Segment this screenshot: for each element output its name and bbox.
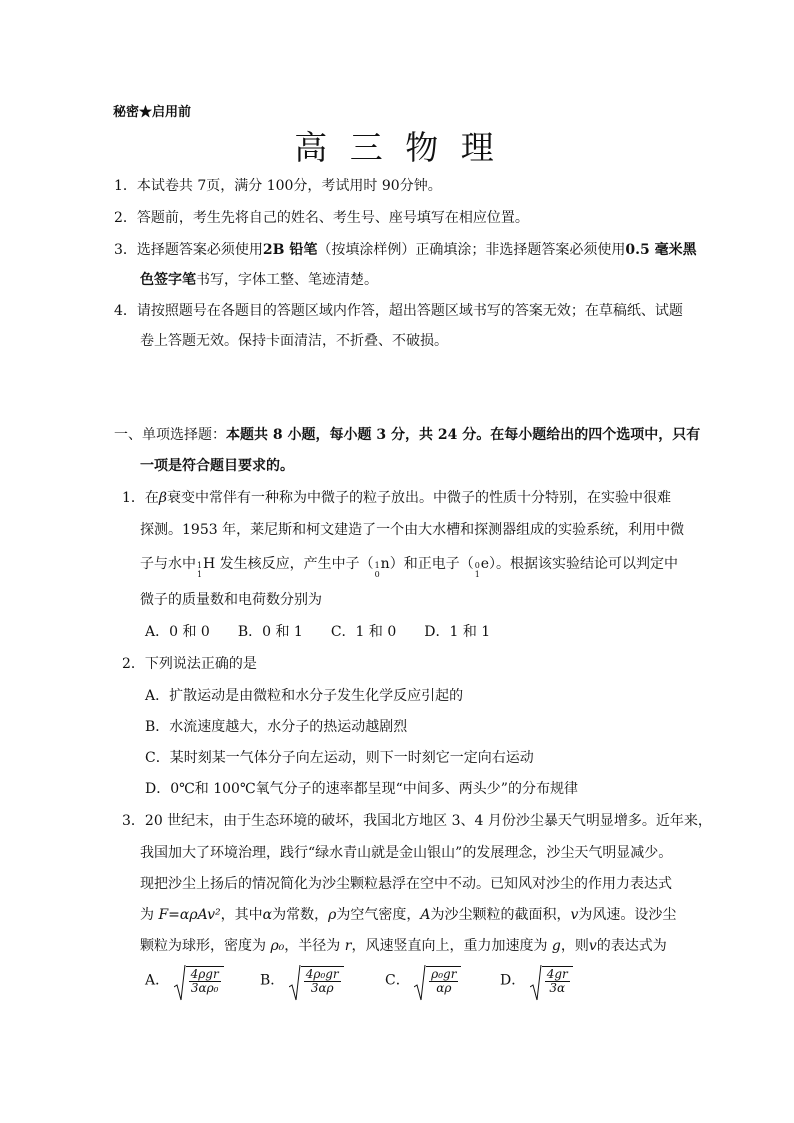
question-3-option-a: A． $\frac{\text{4ρgr}}{\text{3αρ₀}}$ xyxy=(145,966,224,995)
note-2: 2．答题前，考生先将自己的姓名、考生号、座号填写在相应位置。 xyxy=(114,210,529,226)
question-3-option-c: C． $\frac{\text{ρ₀gr}}{\alpha\rho}$ xyxy=(385,966,461,995)
sqrt-formula-b: $\frac{\text{4ρ₀gr}}{3\alpha\rho}$ xyxy=(289,966,344,995)
question-3-line-4: 为 F=αρAv²，其中α为常数，ρ为空气密度，A为沙尘颗粒的截面积，v为风速。设沙尘 xyxy=(140,907,677,923)
question-3-option-b: B． $\frac{\text{4ρ₀gr}}{3\alpha\rho}$ xyxy=(260,966,344,995)
note-4: 4．请按照题号在各题目的答题区域内作答，超出答题区域书写的答案无效；在草稿纸、试题 xyxy=(114,303,683,319)
note-4-cont: 卷上答题无效。保持卡面清洁，不折叠、不破损。 xyxy=(140,333,448,349)
question-2-option-d: D．0℃和 100℃氧气分子的速率都呈现“中间多、两头少”的分布规律 xyxy=(145,781,578,797)
question-1-line-1: 1．在β衰变中常伴有一种称为中微子的粒子放出。中微子的性质十分特别，在实验中很难 xyxy=(122,490,672,506)
section-heading-cont: 一项是符合题目要求的。 xyxy=(140,458,294,474)
note-1: 1．本试卷共 7页，满分 100分，考试用时 90分钟。 xyxy=(114,178,442,194)
question-3-line-2: 我国加大了环境治理，践行“绿水青山就是金山银山”的发展理念，沙尘天气明显减少。 xyxy=(140,845,673,861)
page-title: 高 三 物 理 xyxy=(294,128,500,167)
sqrt-formula-c: $\frac{\text{ρ₀gr}}{\alpha\rho}$ xyxy=(414,966,461,995)
sqrt-formula-a: $\frac{\text{4ρgr}}{\text{3αρ₀}}$ xyxy=(174,966,224,995)
sqrt-formula-d: $\frac{4gr}{3\alpha}$ xyxy=(530,966,573,995)
note-3: 3．选择题答案必须使用2B 铅笔（按填涂样例）正确填涂；非选择题答案必须使用0.5 毫米黑 xyxy=(114,242,697,258)
question-3-line-1: 3．20 世纪末，由于生态环境的破坏，我国北方地区 3、4 月份沙尘暴天气明显增多。近年来， xyxy=(122,813,712,829)
question-1-line-3: 子与水中 1 1 H 发生核反应，产生中子（ 1 0 n）和正电子（ 0 1 e）。根据该实验结论可以判定中 xyxy=(140,556,678,579)
question-1-line-4: 微子的质量数和电荷数分别为 xyxy=(140,592,322,608)
section-heading: 一、单项选择题：本题共 8 小题，每小题 3 分，共 24 分。在每小题给出的四个选项中，只有 xyxy=(114,427,701,443)
question-3-line-5: 颗粒为球形，密度为 ρ₀，半径为 r，风速竖直向上，重力加速度为 g，则v的表达式为 xyxy=(140,938,667,954)
question-3-option-d: D． $\frac{4gr}{3\alpha}$ xyxy=(500,966,573,995)
question-3-line-3: 现把沙尘上扬后的情况简化为沙尘颗粒悬浮在空中不动。已知风对沙尘的作用力表达式 xyxy=(140,876,672,892)
question-1-options: A．0 和 0 B．0 和 1 C．1 和 0 D．1 和 1 xyxy=(145,624,491,640)
confidential-label: 秘密★启用前 xyxy=(113,105,192,120)
question-2-stem: 2．下列说法正确的是 xyxy=(122,656,257,672)
question-2-option-c: C．某时刻某一气体分子向左运动，则下一时刻它一定向右运动 xyxy=(145,750,534,766)
note-3-cont: 色签字笔书写，字体工整、笔迹清楚。 xyxy=(140,272,378,288)
question-2-option-b: B．水流速度越大，水分子的热运动越剧烈 xyxy=(145,719,408,735)
question-2-option-a: A．扩散运动是由微粒和水分子发生化学反应引起的 xyxy=(145,688,464,704)
question-1-line-2: 探测。1953 年，莱尼斯和柯文建造了一个由大水槽和探测器组成的实验系统，利用中微 xyxy=(140,522,685,538)
